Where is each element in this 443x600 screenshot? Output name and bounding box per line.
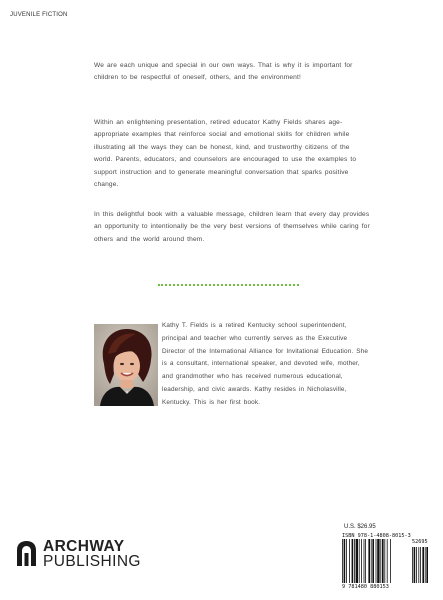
barcode-digits: 9 781480 880153	[342, 584, 389, 590]
publisher-name-line1: ARCHWAY	[43, 538, 125, 555]
author-bio: Kathy T. Fields is a retired Kentucky school superintendent, principal and teacher who currently serves as the Executive Director of the International Alliance for Invitational Education. She is a consultant, international speaker, and devoted wife, mother, and grandmother who has received numerous educational, leadership, and civic awards. Kathy resides in Nicholasville, Kentucky. This is her first book.	[162, 322, 369, 406]
blurb-paragraph-1: We are each unique and special in our own ways. That is why it is important for children to be respectful of oneself, others, and the environment!	[94, 62, 353, 82]
genre-label: JUVENILE FICTION	[10, 12, 68, 18]
blurb-paragraph-3: In this delightful book with a valuable message, children learn that every day provides an opportunity to intentionally be the very best versions of themselves while caring for others and the world around them.	[94, 211, 370, 243]
barcode-bars	[342, 539, 434, 583]
publisher-name-line2: PUBLISHING	[43, 553, 141, 570]
blurb-paragraph-2: Within an enlightening presentation, retired educator Kathy Fields shares age-appropriate examples that reinforce social and emotional skills for children while illustrating all the ways they can be honest, kind, and trustworthy citizens of the world. Parents, educators, and counselors are encouraged to use the examples to support instruction and to generate meaningful conversation that sparks positive change.	[94, 119, 357, 189]
dotted-divider	[158, 284, 299, 286]
archway-logo-icon	[17, 541, 36, 566]
barcode-addon: 52695	[412, 539, 428, 545]
isbn-number: ISBN 978-1-4808-8015-3	[342, 533, 411, 539]
price-label: U.S. $26.95	[344, 524, 376, 530]
author-photo	[94, 324, 158, 406]
barcode	[342, 533, 434, 593]
